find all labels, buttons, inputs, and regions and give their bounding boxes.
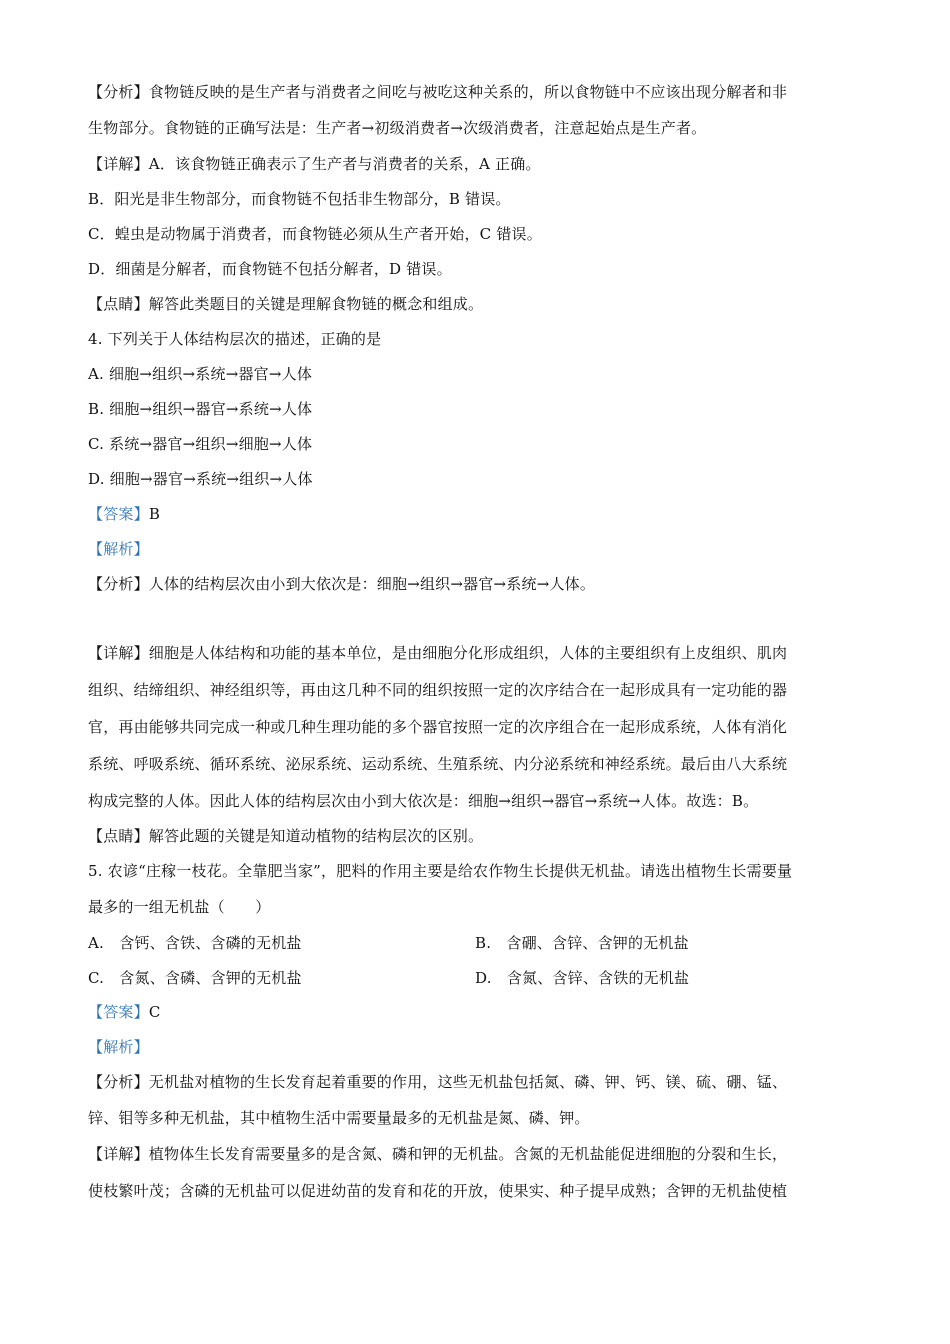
- question-4-detail-cont-4: 构成完整的人体。因此人体的结构层次由小到大依次是：细胞→组织→器官→系统→人体。故选：B。: [88, 792, 759, 810]
- question-5-option-c: C. 含氮、含磷、含钾的无机盐: [88, 969, 302, 987]
- question-5-analysis-cont: 锌、钼等多种无机盐，其中植物生活中需要量最多的无机盐是氮、磷、钾。: [88, 1109, 590, 1127]
- question-5-stem: 5. 农谚“庄稼一枝花。全靠肥当家”，肥料的作用主要是给农作物生长提供无机盐。请选出植物生长需要量: [88, 862, 793, 880]
- question-4-option-b: B. 细胞→组织→器官→系统→人体: [88, 400, 313, 418]
- question-5-option-a: A. 含钙、含铁、含磷的无机盐: [88, 934, 302, 952]
- detail-b-q3: B．阳光是非生物部分，而食物链不包括非生物部分，B 错误。: [88, 190, 511, 208]
- question-4-analysis: 【分析】人体的结构层次由小到大依次是：细胞→组织→器官→系统→人体。: [88, 575, 596, 593]
- question-5-stem-cont: 最多的一组无机盐（ ）: [88, 898, 271, 916]
- detail-c-q3: C．蝗虫是动物属于消费者，而食物链必须从生产者开始，C 错误。: [88, 225, 542, 243]
- answer-value: C: [148, 1003, 161, 1021]
- question-5-detail-cont: 使枝繁叶茂；含磷的无机盐可以促进幼苗的发育和花的开放，使果实、种子提早成熟；含钾的无机盐使植: [88, 1182, 788, 1200]
- tip-q3: 【点睛】解答此类题目的关键是理解食物链的概念和组成。: [88, 295, 484, 313]
- question-4-detail-cont-3: 系统、呼吸系统、循环系统、泌尿系统、运动系统、生殖系统、内分泌系统和神经系统。最后由八大系统: [88, 755, 788, 773]
- question-4-option-a: A. 细胞→组织→系统→器官→人体: [88, 365, 313, 383]
- question-5-analysis: 【分析】无机盐对植物的生长发育起着重要的作用，这些无机盐包括氮、磷、钾、钙、镁、硫、硼、锰、: [88, 1073, 788, 1091]
- detail-d-q3: D．细菌是分解者，而食物链不包括分解者，D 错误。: [88, 260, 452, 278]
- question-4-detail: 【详解】细胞是人体结构和功能的基本单位，是由细胞分化形成组织，人体的主要组织有上皮组织、肌肉: [88, 644, 788, 662]
- question-5-option-b: B. 含硼、含锌、含钾的无机盐: [475, 934, 689, 952]
- analysis-paragraph-q3-cont: 生物部分。食物链的正确写法是：生产者→初级消费者→次级消费者，注意起始点是生产者。: [88, 119, 707, 137]
- answer-label: 【答案】: [88, 1003, 149, 1021]
- question-4-detail-cont-2: 官，再由能够共同完成一种或几种生理功能的多个器官按照一定的次序组合在一起形成系统，人体有消化: [88, 718, 788, 736]
- question-5-detail: 【详解】植物体生长发育需要量多的是含氮、磷和钾的无机盐。含氮的无机盐能促进细胞的分裂和生长，: [88, 1145, 788, 1163]
- question-4-option-d: D. 细胞→器官→系统→组织→人体: [88, 470, 313, 488]
- answer-label: 【答案】: [88, 505, 149, 523]
- question-5-answer: [88, 1002, 161, 1022]
- question-4-tip: 【点睛】解答此题的关键是知道动植物的结构层次的区别。: [88, 827, 484, 845]
- detail-paragraph-q3: 【详解】A．该食物链正确表示了生产者与消费者的关系，A 正确。: [88, 155, 541, 173]
- question-4-detail-cont-1: 组织、结缔组织、神经组织等，再由这几种不同的组织按照一定的次序结合在一起形成具有一定功能的器: [88, 681, 788, 699]
- question-4-stem: 4. 下列关于人体结构层次的描述，正确的是: [88, 330, 382, 348]
- analysis-paragraph-q3: 【分析】食物链反映的是生产者与消费者之间吃与被吃这种关系的，所以食物链中不应该出现分解者和非: [88, 83, 788, 101]
- question-4-explanation-label: 【解析】: [88, 540, 149, 558]
- question-5-explanation-label: 【解析】: [88, 1038, 149, 1056]
- question-4-answer: [88, 504, 160, 524]
- question-4-option-c: C. 系统→器官→组织→细胞→人体: [88, 435, 313, 453]
- answer-value: B: [148, 505, 161, 523]
- question-5-option-d: D. 含氮、含锌、含铁的无机盐: [475, 969, 690, 987]
